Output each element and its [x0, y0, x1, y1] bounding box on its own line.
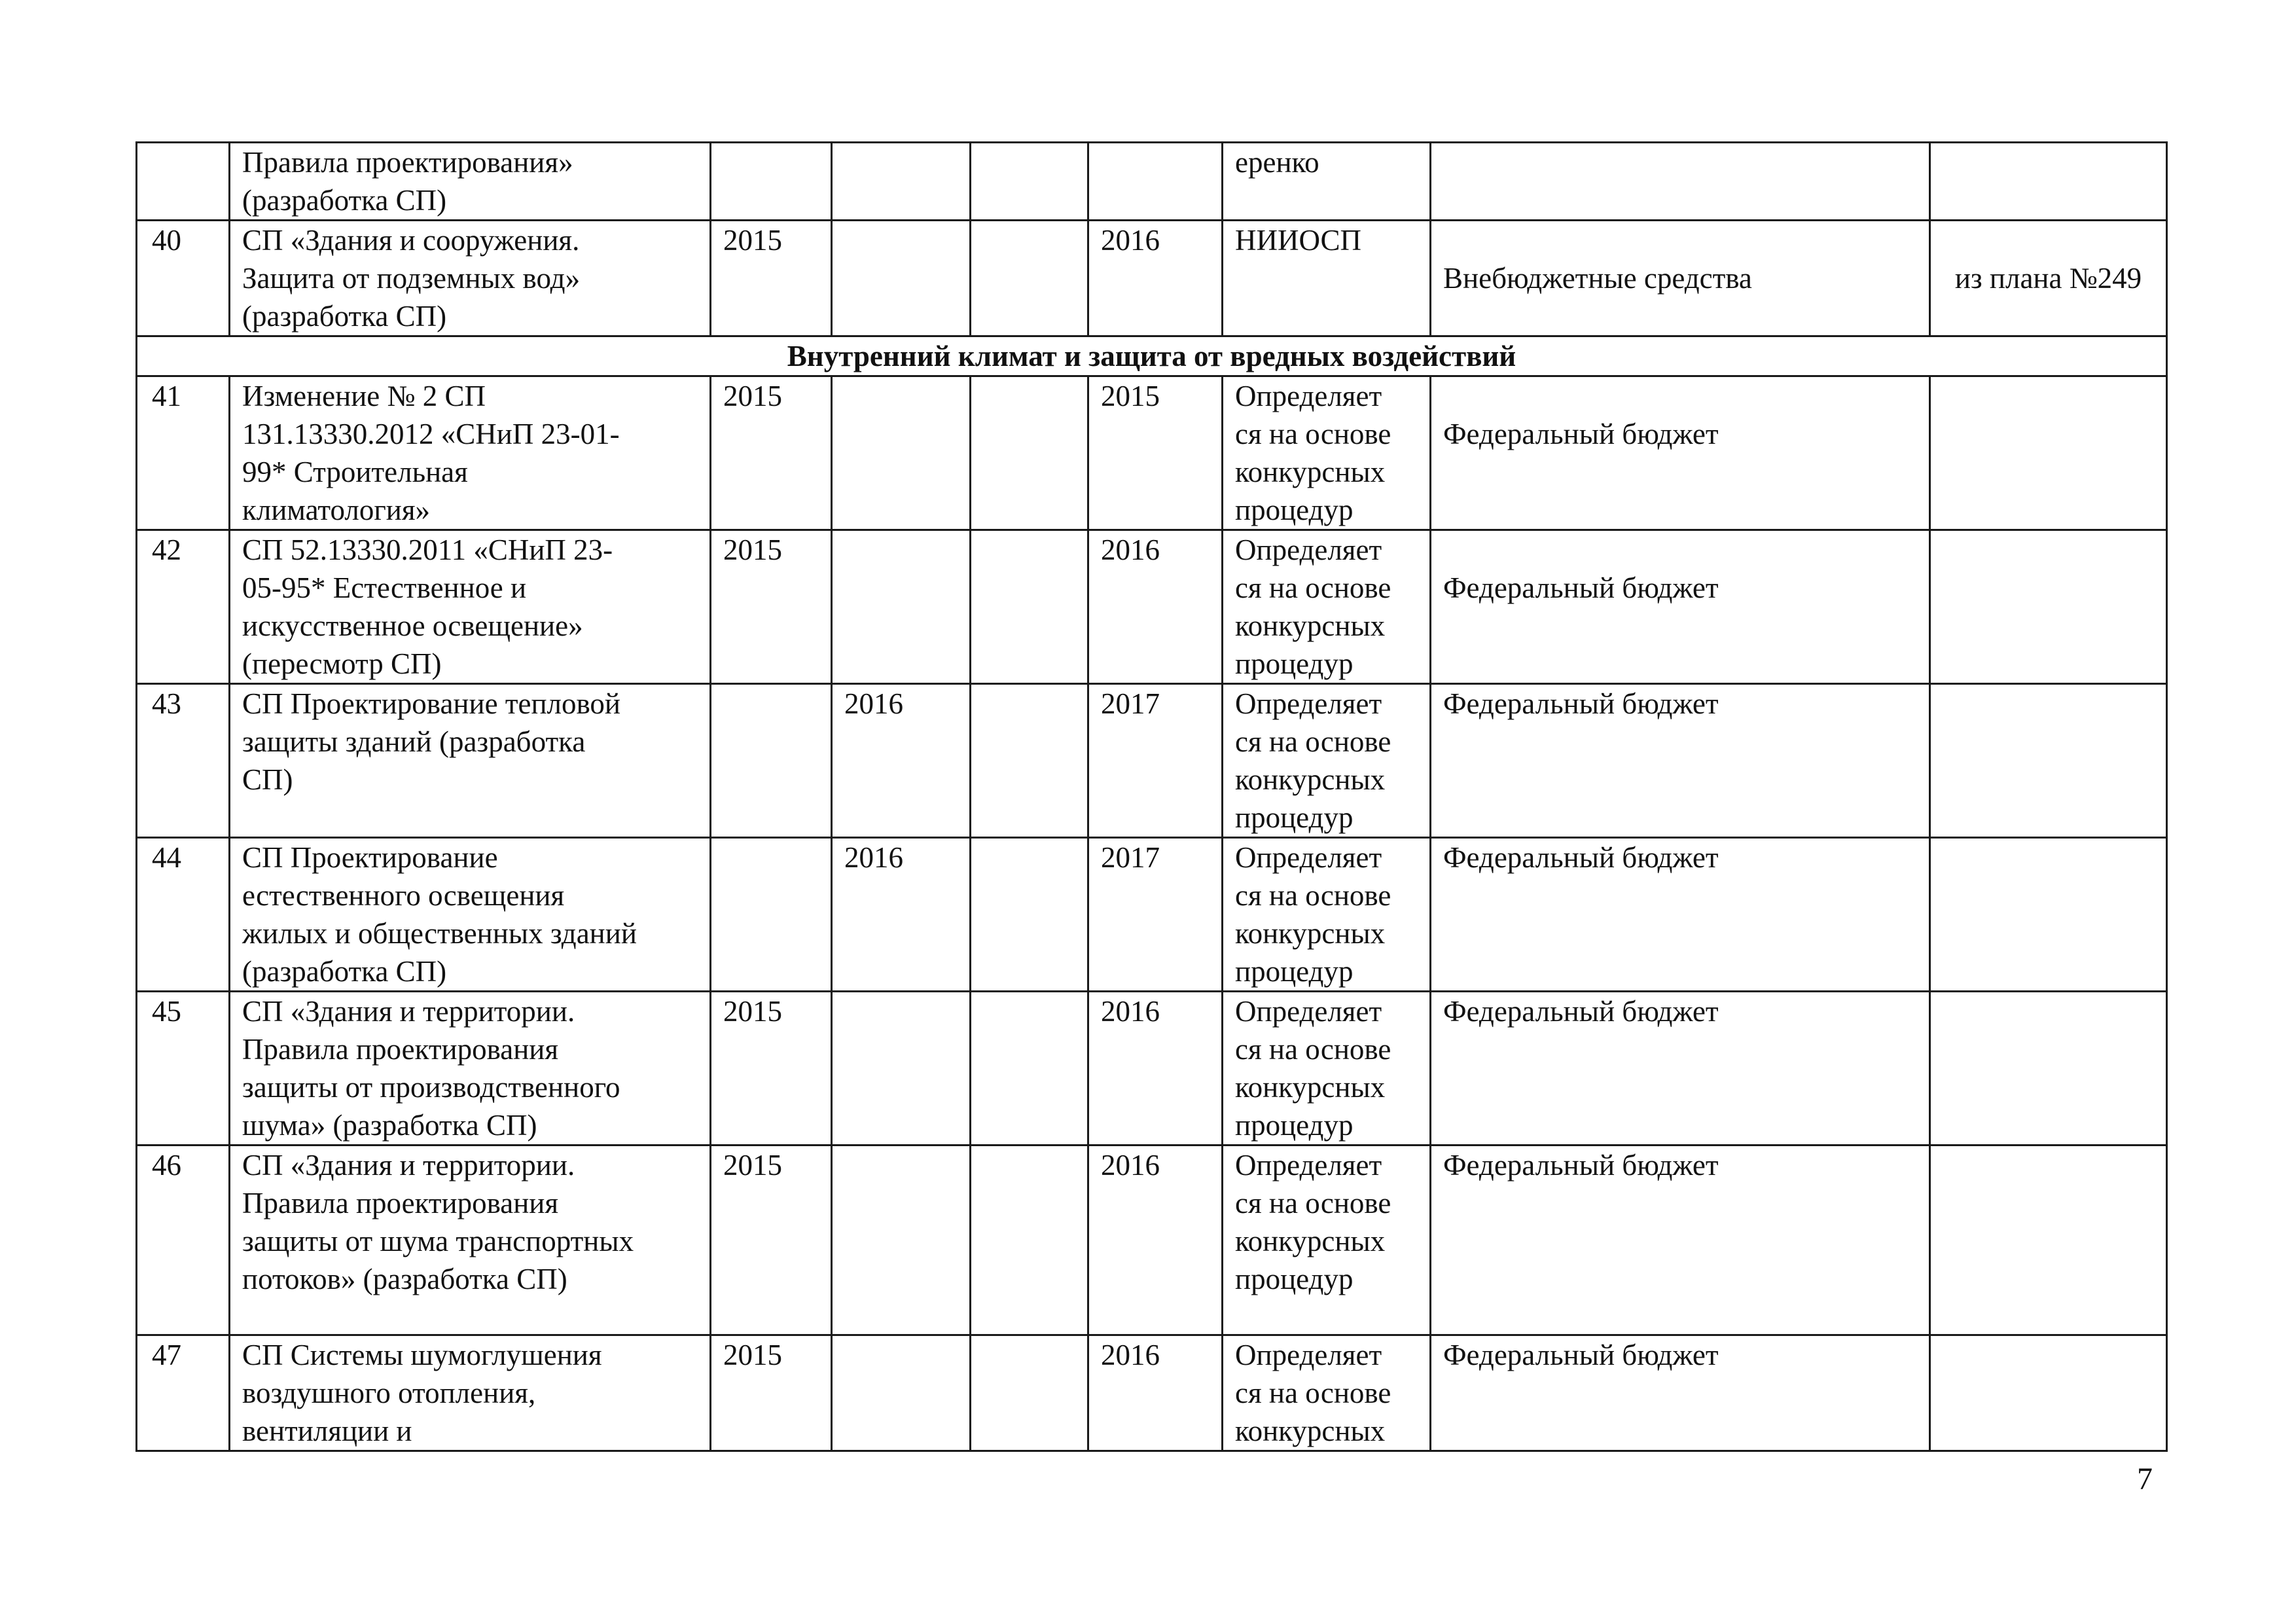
start-cell: 2015	[711, 530, 832, 684]
start2-cell: 2016	[832, 838, 971, 992]
funding-cell: Федеральный бюджет	[1431, 1146, 1930, 1335]
end-cell: 2017	[1088, 684, 1223, 838]
note-cell	[1930, 1146, 2167, 1335]
note-cell	[1930, 684, 2167, 838]
note-cell	[1930, 992, 2167, 1146]
funding-cell: Внебюджетные средства	[1431, 221, 1930, 336]
name-cell: СП 52.13330.2011 «СНиП 23- 05-95* Естественное и искусственное освещение» (пересмотр СП)	[230, 530, 711, 684]
table-row	[137, 376, 2167, 530]
developer-cell: Определяет ся на основе конкурсных	[1223, 1335, 1431, 1451]
end-cell: 2016	[1088, 530, 1223, 684]
num-cell: 45	[137, 992, 230, 1146]
empty-cell	[971, 992, 1088, 1146]
end-cell: 2017	[1088, 838, 1223, 992]
page-number: 7	[2137, 1462, 2153, 1496]
end-cell: 2016	[1088, 221, 1223, 336]
empty-cell	[971, 838, 1088, 992]
num-cell: 42	[137, 530, 230, 684]
funding-cell: Федеральный бюджет	[1431, 992, 1930, 1146]
start2-cell	[832, 1146, 971, 1335]
name-cell: СП Системы шумоглушения воздушного отопления, вентиляции и	[230, 1335, 711, 1451]
empty-cell	[971, 376, 1088, 530]
start2-cell	[832, 143, 971, 221]
developer-cell: Определяет ся на основе конкурсных процедур	[1223, 376, 1431, 530]
funding-cell: Федеральный бюджет	[1431, 376, 1930, 530]
num-cell: 46	[137, 1146, 230, 1335]
table-row	[137, 992, 2167, 1146]
note-cell	[1930, 376, 2167, 530]
start-cell: 2015	[711, 376, 832, 530]
empty-cell	[971, 684, 1088, 838]
start-cell: 2015	[711, 221, 832, 336]
name-cell: СП «Здания и сооружения. Защита от подземных вод» (разработка СП)	[230, 221, 711, 336]
funding-cell: Федеральный бюджет	[1431, 530, 1930, 684]
name-cell: Изменение № 2 СП 131.13330.2012 «СНиП 23-01- 99* Строительная климатология»	[230, 376, 711, 530]
start-cell	[711, 143, 832, 221]
start-cell	[711, 684, 832, 838]
name-cell: СП «Здания и территории. Правила проектирования защиты от шума транспортных потоков» (разработка СП)	[230, 1146, 711, 1335]
num-cell	[137, 143, 230, 221]
num-cell: 47	[137, 1335, 230, 1451]
table-row	[137, 838, 2167, 992]
end-cell: 2016	[1088, 1146, 1223, 1335]
table-row	[137, 1335, 2167, 1451]
funding-cell: Федеральный бюджет	[1431, 684, 1930, 838]
num-cell: 40	[137, 221, 230, 336]
end-cell	[1088, 143, 1223, 221]
name-cell: СП Проектирование тепловой защиты зданий (разработка СП)	[230, 684, 711, 838]
empty-cell	[971, 530, 1088, 684]
end-cell: 2016	[1088, 1335, 1223, 1451]
end-cell: 2015	[1088, 376, 1223, 530]
start2-cell: 2016	[832, 684, 971, 838]
start-cell: 2015	[711, 1146, 832, 1335]
section-title: Внутренний климат и защита от вредных воздействий	[137, 336, 2167, 376]
empty-cell	[971, 1146, 1088, 1335]
start-cell	[711, 838, 832, 992]
end-cell: 2016	[1088, 992, 1223, 1146]
note-cell	[1930, 838, 2167, 992]
start2-cell	[832, 221, 971, 336]
note-cell	[1930, 143, 2167, 221]
start-cell: 2015	[711, 1335, 832, 1451]
name-cell: СП Проектирование естественного освещения жилых и общественных зданий (разработка СП)	[230, 838, 711, 992]
plan-table	[135, 141, 2168, 1452]
table-row	[137, 1146, 2167, 1335]
empty-cell	[971, 1335, 1088, 1451]
table-row	[137, 684, 2167, 838]
funding-cell: Федеральный бюджет	[1431, 838, 1930, 992]
developer-cell: Определяет ся на основе конкурсных процедур	[1223, 684, 1431, 838]
developer-cell: Определяет ся на основе конкурсных процедур	[1223, 530, 1431, 684]
section-header-row	[137, 336, 2167, 376]
table-row	[137, 530, 2167, 684]
start-cell: 2015	[711, 992, 832, 1146]
name-cell: СП «Здания и территории. Правила проектирования защиты от производственного шума» (разработка СП)	[230, 992, 711, 1146]
table-row-40	[137, 221, 2167, 336]
funding-cell: Федеральный бюджет	[1431, 1335, 1930, 1451]
funding-cell	[1431, 143, 1930, 221]
start2-cell	[832, 530, 971, 684]
num-cell: 43	[137, 684, 230, 838]
start2-cell	[832, 376, 971, 530]
empty-cell	[971, 143, 1088, 221]
empty-cell	[971, 221, 1088, 336]
name-cell: Правила проектирования» (разработка СП)	[230, 143, 711, 221]
developer-cell: Определяет ся на основе конкурсных процедур	[1223, 838, 1431, 992]
developer-cell: еренко	[1223, 143, 1431, 221]
developer-cell: Определяет ся на основе конкурсных процедур	[1223, 1146, 1431, 1335]
num-cell: 44	[137, 838, 230, 992]
num-cell: 41	[137, 376, 230, 530]
developer-cell: НИИОСП	[1223, 221, 1431, 336]
note-cell: из плана №249	[1930, 221, 2167, 336]
developer-cell: Определяет ся на основе конкурсных процедур	[1223, 992, 1431, 1146]
note-cell	[1930, 530, 2167, 684]
start2-cell	[832, 992, 971, 1146]
table-row-continued	[137, 143, 2167, 221]
start2-cell	[832, 1335, 971, 1451]
note-cell	[1930, 1335, 2167, 1451]
